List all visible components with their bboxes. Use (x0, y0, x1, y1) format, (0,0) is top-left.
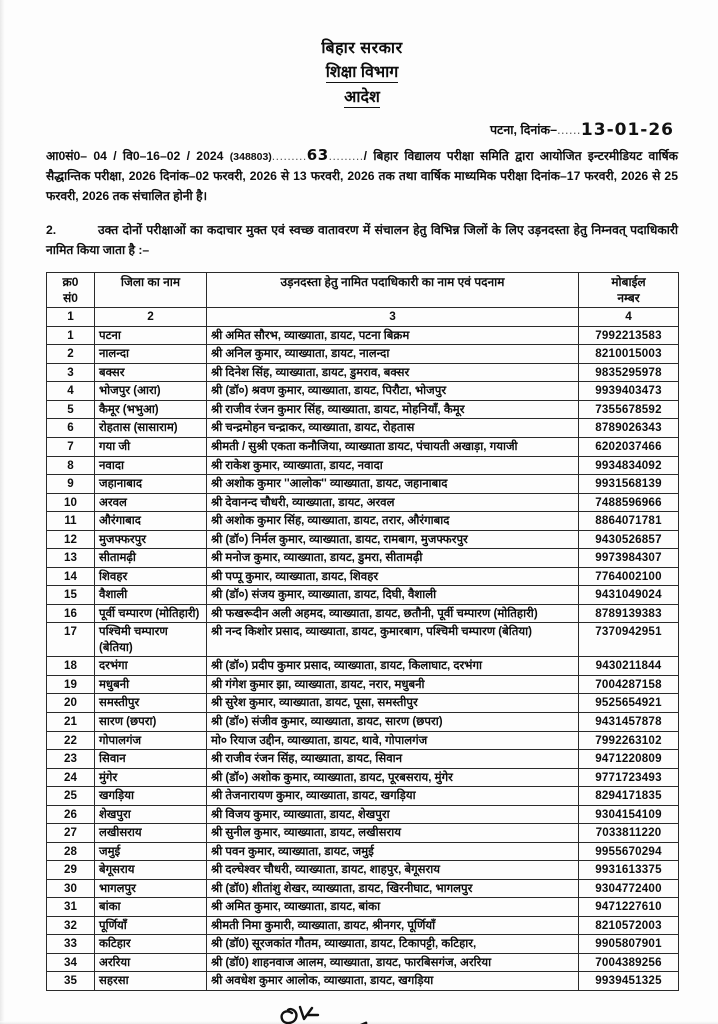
table-row (47, 750, 679, 769)
document-heading (46, 0, 678, 109)
cell-mobile-number: 9471227610 (579, 898, 679, 917)
header-serial-number (47, 272, 95, 307)
cell-district-name: मधुबनी (95, 675, 207, 694)
cell-officer-name-designation: श्री चन्द्रमोहन चन्द्राकर, व्याख्याता, डायट, रोहतास (207, 419, 579, 438)
signature-area (46, 995, 678, 1024)
table-row (47, 824, 679, 843)
cell-serial-number: 17 (47, 623, 95, 657)
cell-district-name: दरभंगा (95, 657, 207, 676)
cell-mobile-number: 9430211844 (579, 657, 679, 676)
cell-district-name: कटिहार (95, 935, 207, 954)
cell-mobile-number: 7488596966 (579, 493, 679, 512)
cell-mobile-number: 7370942951 (579, 623, 679, 657)
table-row (47, 345, 679, 364)
cell-serial-number: 7 (47, 438, 95, 457)
cell-officer-name-designation: श्री (डॉ0) सूरजकांत गौतम, व्याख्याता, डायट, टिकापट्टी, कटिहार, (207, 935, 579, 954)
cell-officer-name-designation: श्री (डॉ०) प्रदीप कुमार प्रसाद, व्याख्याता, डायट, किलाघाट, दरभंगा (207, 657, 579, 676)
table-row (47, 731, 679, 750)
cell-officer-name-designation: श्री अनिल कुमार, व्याख्याता, डायट, नालन्दा (207, 345, 579, 364)
table-header-row (47, 272, 679, 307)
memo-body-text: / बिहार विद्यालय परीक्षा समिति द्वारा आयोजित इन्टरमीडियट वार्षिक सैद्धान्तिक परीक्षा, 2026 दिनांक–02 फरवरी, 2026 से 13 फरवरी, 2026 तक तथा वार्षिक माध्यमिक परीक्षा दिनांक–17 फरवरी, 2026 से 25 फरवरी, 2026 तक संचालित होनी है। (46, 148, 679, 203)
cell-district-name: नवादा (95, 456, 207, 475)
table-row (47, 326, 679, 345)
table-row (47, 712, 679, 731)
cell-officer-name-designation: मो० रियाज उद्दीन, व्याख्याता, डायट, थावे, गोपालगंज (207, 731, 579, 750)
table-row (47, 475, 679, 494)
table-row (47, 419, 679, 438)
cell-officer-name-designation: श्री पवन कुमार, व्याख्याता, डायट, जमुई (207, 842, 579, 861)
cell-mobile-number: 9931613375 (579, 861, 679, 880)
table-row (47, 493, 679, 512)
cell-district-name: बेगूसराय (95, 861, 207, 880)
table-row (47, 456, 679, 475)
table-row (47, 972, 679, 991)
memo-reference-number: आ0सं0– 04 / वि0–16–02 / 2024 (46, 148, 224, 163)
header-officer-name-designation: उड़नदस्ता हेतु नामित पदाधिकारी का नाम एवं पदनाम (207, 272, 579, 307)
cell-district-name: पश्चिमी चम्पारण (बेतिया) (95, 623, 207, 657)
cell-mobile-number: 7992213583 (579, 326, 679, 345)
header-serial-line2: सं0 (63, 290, 78, 305)
cell-district-name: रोहतास (सासाराम) (95, 419, 207, 438)
table-row (47, 549, 679, 568)
cell-serial-number: 30 (47, 879, 95, 898)
cell-district-name: भागलपुर (95, 879, 207, 898)
cell-serial-number: 28 (47, 842, 95, 861)
cell-officer-name-designation: श्री (डॉ०) निर्मल कुमार, व्याख्याता, डायट, रामबाग, मुजफ्फरपुर (207, 530, 579, 549)
paragraph-2 (46, 220, 678, 260)
cell-district-name: शेखपुरा (95, 805, 207, 824)
cell-officer-name-designation: श्री फखरूदीन अली अहमद, व्याख्याता, डायट, छतौनी, पूर्वी चम्पारण (मोतिहारी) (207, 604, 579, 623)
header-district-name: जिला का नाम (95, 272, 207, 307)
cell-officer-name-designation: श्री सुनील कुमार, व्याख्याता, डायट, लखीसराय (207, 824, 579, 843)
cell-serial-number: 24 (47, 768, 95, 787)
cell-mobile-number: 9973984307 (579, 549, 679, 568)
order-title-text: आदेश (344, 89, 380, 107)
cell-mobile-number: 9939403473 (579, 382, 679, 401)
table-row (47, 694, 679, 713)
table-row (47, 842, 679, 861)
cell-district-name: पटना (95, 326, 207, 345)
table-body (47, 326, 679, 990)
cell-serial-number: 20 (47, 694, 95, 713)
place-and-date (46, 119, 678, 139)
cell-district-name: सहरसा (95, 972, 207, 991)
table-row (47, 567, 679, 586)
cell-officer-name-designation: श्री तेजनारायण कुमार, व्याख्याता, डायट, खगड़िया (207, 787, 579, 806)
cell-serial-number: 23 (47, 750, 95, 769)
table-row (47, 623, 679, 657)
table-head (47, 272, 679, 326)
cell-officer-name-designation: श्री अशोक कुमार ''आलोक'' व्याख्याता, डायट, जहानाबाद (207, 475, 579, 494)
cell-mobile-number: 9955670294 (579, 842, 679, 861)
cell-serial-number: 15 (47, 586, 95, 605)
cell-district-name: अरवल (95, 493, 207, 512)
cell-district-name: भोजपुर (आरा) (95, 382, 207, 401)
cell-serial-number: 33 (47, 935, 95, 954)
memo-dotfill-left: ......... (271, 148, 307, 163)
department-name-text: शिक्षा विभाग (325, 63, 399, 81)
cell-mobile-number: 7355678592 (579, 400, 679, 419)
cell-officer-name-designation: श्री दल्घेश्वर चौधरी, व्याख्याता, डायट, शाहपुर, बेगूसराय (207, 861, 579, 880)
cell-district-name: जहानाबाद (95, 475, 207, 494)
cell-officer-name-designation: श्री (डॉ०) श्रवण कुमार, व्याख्याता, डायट, पिरौटा, भोजपुर (207, 382, 579, 401)
cell-district-name: लखीसराय (95, 824, 207, 843)
cell-serial-number: 21 (47, 712, 95, 731)
cell-serial-number: 18 (47, 657, 95, 676)
date-dotfill: ...... (557, 122, 581, 137)
cell-officer-name-designation: श्री विजय कुमार, व्याख्याता, डायट, शेखपुरा (207, 805, 579, 824)
cell-officer-name-designation: श्री राजीव रंजन कुमार सिंह, व्याख्याता, डायट, मोहनियाँ, कैमूर (207, 400, 579, 419)
cell-officer-name-designation: श्री (डॉ0) शाहनवाज आलम, व्याख्याता, डायट, फारबिसगंज, अररिया (207, 953, 579, 972)
table-row (47, 935, 679, 954)
cell-serial-number: 4 (47, 382, 95, 401)
cell-mobile-number: 8864071781 (579, 512, 679, 531)
cell-district-name: सीतामढ़ी (95, 549, 207, 568)
cell-officer-name-designation: श्री (डॉ०) संजय कुमार, व्याख्याता, डायट, दिघी, वैशाली (207, 586, 579, 605)
document-content (46, 0, 678, 1024)
cell-mobile-number: 7992263102 (579, 731, 679, 750)
cell-serial-number: 31 (47, 898, 95, 917)
cell-serial-number: 35 (47, 972, 95, 991)
cell-serial-number: 13 (47, 549, 95, 568)
cell-district-name: अररिया (95, 953, 207, 972)
cell-officer-name-designation: श्री अशोक कुमार सिंह, व्याख्याता, डायट, तरार, औरंगाबाद (207, 512, 579, 531)
cell-officer-name-designation: श्री नन्द किशोर प्रसाद, व्याख्याता, डायट, कुमारबाग, पश्चिमी चम्पारण (बेतिया) (207, 623, 579, 657)
cell-serial-number: 22 (47, 731, 95, 750)
column-number-2: 2 (95, 308, 207, 327)
cell-mobile-number: 6202037466 (579, 438, 679, 457)
cell-serial-number: 29 (47, 861, 95, 880)
cell-serial-number: 12 (47, 530, 95, 549)
table-row (47, 438, 679, 457)
column-number-1: 1 (47, 308, 95, 327)
cell-mobile-number: 9431457878 (579, 712, 679, 731)
cell-officer-name-designation: श्री अमित कुमार, व्याख्याता, डायट, बांका (207, 898, 579, 917)
paragraph-2-text: उक्त दोनों परीक्षाओं का कदाचार मुक्त एवं स्वच्छ वातावरण में संचालन हेतु विभिन्न जिलों के लिए उड़नदस्ता हेतु निम्नवत् पदाधिकारी नामित किया जाता है :– (46, 222, 678, 257)
cell-mobile-number: 9905807901 (579, 935, 679, 954)
cell-serial-number: 19 (47, 675, 95, 694)
cell-officer-name-designation: श्री राजीव रंजन सिंह, व्याख्याता, डायट, सिवान (207, 750, 579, 769)
cell-mobile-number: 9431049024 (579, 586, 679, 605)
date-value: 13-01-26 (580, 119, 674, 140)
cell-district-name: पूर्णियाँ (95, 916, 207, 935)
place-date-label: पटना, दिनांक– (489, 122, 558, 137)
cell-district-name: गोपालगंज (95, 731, 207, 750)
cell-officer-name-designation: श्री (डॉ0) शीतांशु शेखर, व्याख्याता, डायट, खिरनीघाट, भागलपुर (207, 879, 579, 898)
cell-mobile-number: 7004389256 (579, 953, 679, 972)
table-row (47, 586, 679, 605)
cell-officer-name-designation: श्री राकेश कुमार, व्याख्याता, डायट, नवादा (207, 456, 579, 475)
scan-edge-left (0, 0, 5, 1024)
header-mobile-line1: मोबाईल (611, 274, 646, 289)
cell-serial-number: 26 (47, 805, 95, 824)
cell-district-name: समस्तीपुर (95, 694, 207, 713)
cell-mobile-number: 9931568139 (579, 475, 679, 494)
cell-officer-name-designation: श्री दिनेश सिंह, व्याख्याता, डायट, डुमराव, बक्सर (207, 363, 579, 382)
table-column-number-row (47, 308, 679, 327)
table-row (47, 675, 679, 694)
cell-district-name: सारण (छपरा) (95, 712, 207, 731)
table-row (47, 953, 679, 972)
cell-serial-number: 14 (47, 567, 95, 586)
cell-district-name: वैशाली (95, 586, 207, 605)
cell-serial-number: 27 (47, 824, 95, 843)
memo-handwritten-number: 63 (306, 145, 329, 164)
cell-officer-name-designation: श्री पप्पू कुमार, व्याख्याता, डायट, शिवहर (207, 567, 579, 586)
cell-officer-name-designation: श्रीमती / सुश्री एकता कनौजिया, व्याख्याता डायट, पंचायती अखाड़ा, गयाजी (207, 438, 579, 457)
government-name: बिहार सरकार (321, 40, 403, 57)
cell-serial-number: 10 (47, 493, 95, 512)
table-row (47, 363, 679, 382)
officers-table (46, 272, 679, 991)
cell-district-name: पूर्वी चम्पारण (मोतिहारी) (95, 604, 207, 623)
table-row (47, 898, 679, 917)
cell-district-name: सिवान (95, 750, 207, 769)
cell-serial-number: 34 (47, 953, 95, 972)
cell-serial-number: 6 (47, 419, 95, 438)
table-row (47, 805, 679, 824)
column-number-3: 3 (207, 308, 579, 327)
cell-officer-name-designation: श्री गंगेश कुमार झा, व्याख्याता, डायट, नरार, मधुबनी (207, 675, 579, 694)
table-row (47, 400, 679, 419)
cell-officer-name-designation: श्री (डॉ०) अशोक कुमार, व्याख्याता, डायट, पूरबसराय, मुंगेर (207, 768, 579, 787)
header-mobile-number (579, 272, 679, 307)
cell-district-name: जमुई (95, 842, 207, 861)
cell-district-name: शिवहर (95, 567, 207, 586)
cell-serial-number: 3 (47, 363, 95, 382)
column-number-4: 4 (579, 308, 679, 327)
cell-district-name: औरंगाबाद (95, 512, 207, 531)
cell-mobile-number: 9939451325 (579, 972, 679, 991)
table-row (47, 787, 679, 806)
table-row (47, 879, 679, 898)
cell-mobile-number: 7764002100 (579, 567, 679, 586)
cell-officer-name-designation: श्री देवानन्द चौधरी, व्याख्याता, डायट, अरवल (207, 493, 579, 512)
cell-officer-name-designation: श्रीमती निमा कुमारी, व्याख्याता, डायट, श्रीनगर, पूर्णियाँ (207, 916, 579, 935)
memo-reference-paragraph (46, 143, 678, 207)
cell-district-name: कैमूर (भभुआ) (95, 400, 207, 419)
cell-district-name: बक्सर (95, 363, 207, 382)
cell-officer-name-designation: श्री मनोज कुमार, व्याख्याता, डायट, डुमरा, सीतामढ़ी (207, 549, 579, 568)
cell-district-name: गया जी (95, 438, 207, 457)
handwritten-signature-icon (274, 1001, 454, 1024)
order-title (46, 87, 678, 109)
header-mobile-line2: नम्बर (617, 290, 640, 305)
cell-mobile-number: 8294171835 (579, 787, 679, 806)
cell-district-name: मुंगेर (95, 768, 207, 787)
cell-mobile-number: 9304154109 (579, 805, 679, 824)
cell-serial-number: 1 (47, 326, 95, 345)
cell-mobile-number: 8789139383 (579, 604, 679, 623)
table-row (47, 382, 679, 401)
memo-bracket-number: (348803) (229, 150, 272, 163)
cell-mobile-number: 9471220809 (579, 750, 679, 769)
table-row (47, 916, 679, 935)
cell-serial-number: 9 (47, 475, 95, 494)
cell-mobile-number: 9934834092 (579, 456, 679, 475)
table-row (47, 861, 679, 880)
cell-serial-number: 5 (47, 400, 95, 419)
department-name (46, 62, 678, 84)
cell-mobile-number: 9771723493 (579, 768, 679, 787)
cell-officer-name-designation: श्री सुरेश कुमार, व्याख्याता, डायट, पूसा, समस्तीपुर (207, 694, 579, 713)
table-row (47, 768, 679, 787)
table-row (47, 512, 679, 531)
cell-mobile-number: 9835295978 (579, 363, 679, 382)
cell-mobile-number: 7004287158 (579, 675, 679, 694)
cell-serial-number: 32 (47, 916, 95, 935)
cell-officer-name-designation: श्री अमित सौरभ, व्याख्याता, डायट, पटना बिक्रम (207, 326, 579, 345)
cell-officer-name-designation: श्री (डॉ०) संजीव कुमार, व्याख्याता, डायट, सारण (छपरा) (207, 712, 579, 731)
table-row (47, 657, 679, 676)
cell-mobile-number: 8210015003 (579, 345, 679, 364)
table-row (47, 530, 679, 549)
cell-officer-name-designation: श्री अवधेश कुमार आलोक, व्याख्याता, डायट, खगड़िया (207, 972, 579, 991)
cell-district-name: मुजफ्फरपुर (95, 530, 207, 549)
table-row (47, 604, 679, 623)
cell-mobile-number: 7033811220 (579, 824, 679, 843)
cell-mobile-number: 9525654921 (579, 694, 679, 713)
cell-serial-number: 8 (47, 456, 95, 475)
header-serial-line1: क्र0 (62, 274, 79, 289)
cell-serial-number: 16 (47, 604, 95, 623)
cell-mobile-number: 9430526857 (579, 530, 679, 549)
paragraph-2-number: 2. (46, 222, 57, 237)
cell-serial-number: 25 (47, 787, 95, 806)
cell-district-name: खगड़िया (95, 787, 207, 806)
cell-mobile-number: 9304772400 (579, 879, 679, 898)
cell-district-name: नालन्दा (95, 345, 207, 364)
cell-mobile-number: 8210572003 (579, 916, 679, 935)
cell-serial-number: 2 (47, 345, 95, 364)
cell-mobile-number: 8789026343 (579, 419, 679, 438)
cell-district-name: बांका (95, 898, 207, 917)
memo-dotfill-right: ......... (328, 148, 364, 163)
cell-serial-number: 11 (47, 512, 95, 531)
